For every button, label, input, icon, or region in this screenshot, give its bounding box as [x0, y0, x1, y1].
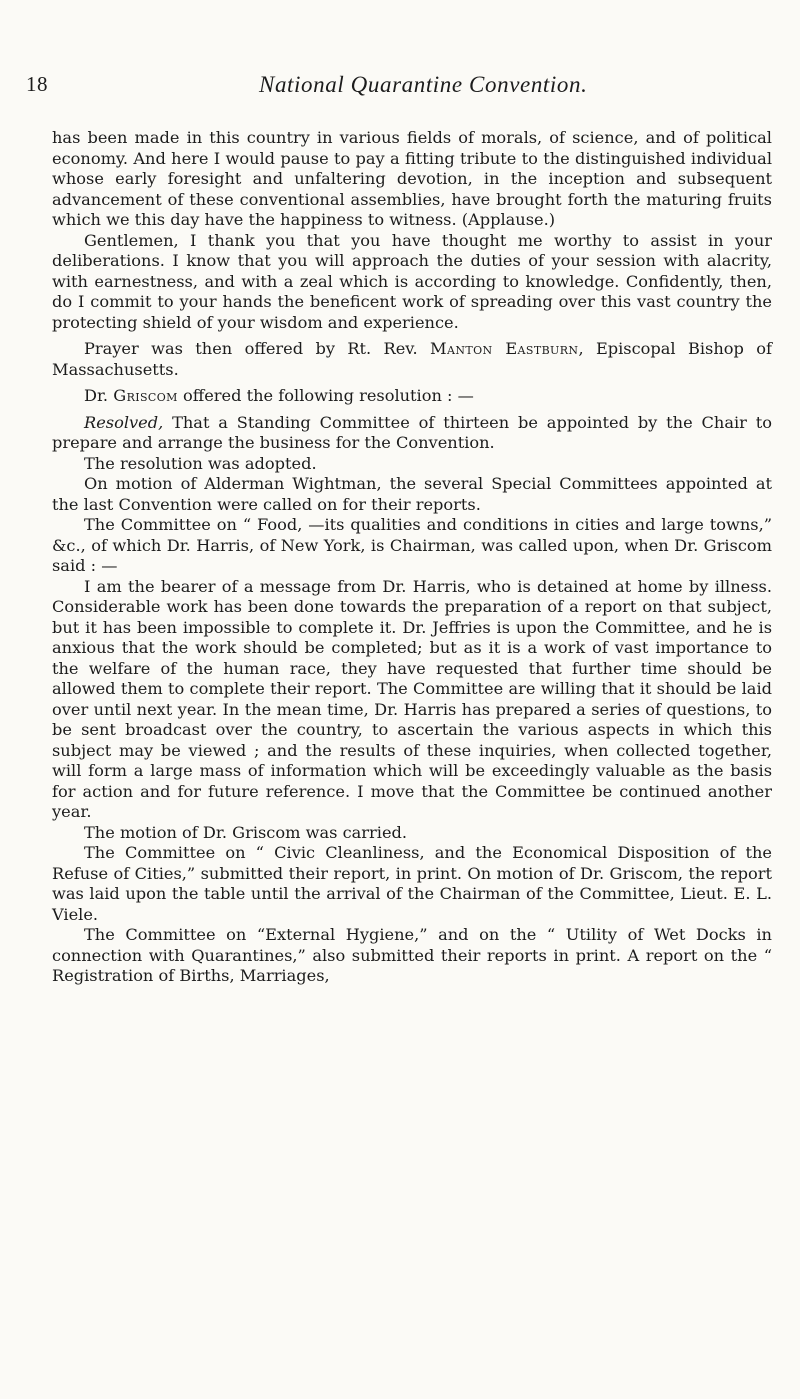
paragraph-motion-wightman: On motion of Alderman Wightman, the several Special Committees appointed at the last Convention were called on for their reports.: [52, 474, 772, 514]
prayer-text-a: Prayer was then offered by Rt. Rev.: [84, 339, 431, 358]
bishop-name: Manton Eastburn: [430, 339, 579, 358]
paragraph-committee-food: The Committee on “ Food, —its qualities and conditions in cities and large towns,” &c., of which Dr. Harris, of New York, is Chairman, was called upon, when Dr. Griscom said : —: [52, 515, 772, 575]
paragraph-civic-cleanliness: The Committee on “ Civic Cleanliness, and the Economical Disposition of the Refuse of Cities,” submitted their report, in print. On motion of Dr. Griscom, the report was laid upon the table until the arrival of the Chairman of the Committee, Lieut. E. L. Viele.: [52, 843, 772, 924]
running-title: National Quarantine Convention.: [259, 72, 588, 97]
prayer-text-b: , Episcopal Bishop of Massachusetts.: [52, 339, 772, 379]
resolution-intro-b: offered the following resolution : —: [177, 386, 474, 405]
paragraph-griscom-speech: I am the bearer of a message from Dr. Harris, who is detained at home by illness. Considerable work has been done towards the preparation of a report on that subject, but it has been impossible to complete it. Dr. Jeffries is upon the Committee, and he is anxious that the work should be completed; but as it is a work of vast importance to the welfare of the human race, they have requested that further time should be allowed them to complete their report. The Committee are willing that it should be laid over until next year. In the mean time, Dr. Harris has prepared a series of questions, to be sent broadcast over the country, to ascertain the various aspects in which this subject may be viewed ; and the results of these inquiries, when collected together, will form a large mass of information which will be exceedingly valuable as the basis for action and for future reference. I move that the Committee be continued another year.: [52, 576, 772, 821]
resolved-text: That a Standing Committee of thirteen be appointed by the Chair to prepare and arrange the business for the Convention.: [52, 412, 772, 452]
paragraph-prayer: [52, 339, 772, 380]
paragraph-address-end: has been made in this country in various fields of morals, of science, and of political economy. And here I would pause to pay a fitting tribute to the distinguished individual whose early foresight and unfaltering devotion, in the inception and subsequent advancement of these conventional assemblies, have brought forth the maturing fruits which we this day have the happiness to witness. (Applause.): [52, 128, 772, 229]
resolved-label: Resolved,: [84, 412, 164, 432]
paragraph-resolved: [52, 413, 772, 454]
paragraph-adopted: The resolution was adopted.: [84, 453, 317, 473]
page-header: [26, 72, 786, 112]
page-number: 18: [26, 72, 48, 96]
paragraph-external-hygiene: The Committee on “External Hygiene,” and on the “ Utility of Wet Docks in connection with Quarantines,” also submitted their reports in print. A report on the “ Registration of Births, Marriages,: [52, 925, 772, 985]
griscom-name: Griscom: [113, 386, 178, 405]
paragraph-gentlemen: Gentlemen, I thank you that you have thought me worthy to assist in your deliberations. I know that you will approach the duties of your session with alacrity, with earnestness, and with a zeal which is according to knowledge. Confidently, then, do I commit to your hands the beneficent work of spreading over this vast country the protecting shield of your wisdom and experience.: [52, 230, 772, 332]
paragraph-resolution-intro: [52, 386, 772, 407]
paragraph-motion-carried: The motion of Dr. Griscom was carried.: [84, 822, 408, 842]
body-text: [52, 128, 772, 987]
resolution-intro-a: Dr.: [84, 386, 114, 405]
